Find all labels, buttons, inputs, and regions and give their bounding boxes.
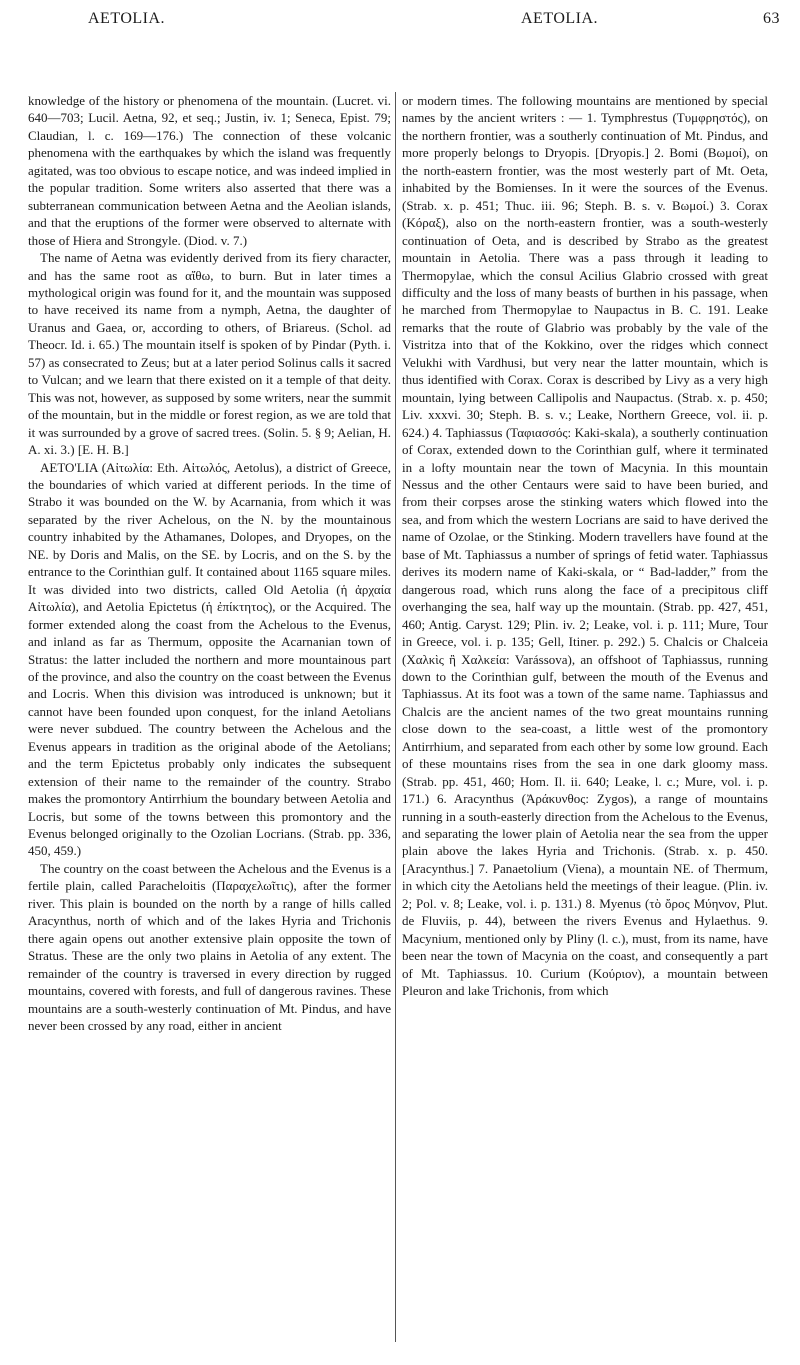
right-column xyxy=(402,92,768,1000)
header-left-title: AETOLIA. xyxy=(88,10,166,27)
paragraph: The name of Aetna was evidently derived from its fiery character, and has the same root as αἴθω, to burn. But in later times a mythological origin was found for it, and the mountain was supposed to have received its name from a nymph, Aetna, the daughter of Uranus and Gaea, or, according to others, of Briareus. (Schol. ad Theocr. Id. i. 65.) The mountain itself is spoken of by Pindar (Pyth. i. 57) as consecrated to Zeus; but at a later period Solinus calls it sacred to Vulcan; and we learn that there existed on it a temple of that deity. This was not, however, as supposed by some writers, near the summit of the mountain, but in the middle or forest region, as we are told that it was surrounded by a grove of sacred trees. (Solin. 5. § 9; Aelian, H. A. xi. 3.) [E. H. B.] xyxy=(28,250,391,458)
left-column xyxy=(28,92,391,1034)
paragraph: knowledge of the history or phenomena of the mountain. (Lucret. vi. 640—703; Lucil. Aetna, 92, et seq.; Justin, iv. 1; Seneca, Epist. 79; Claudian, l. c. 169—176.) The connection of these volcanic phenomena with the earthquakes by which the island was frequently agitated, was too obvious to escape notice, and was indeed implied in the popular tradition. Some writers also asserted that there was a subterranean communication between Aetna and the Aeolian islands, and that the eruptions of the former were observed to alternate with those of Hiera and Strongyle. (Diod. v. 7.) xyxy=(28,93,391,248)
paragraph: or modern times. The following mountains are mentioned by special names by the ancient writers : — 1. Tymphrestus (Τυμφρηστός), on the northern frontier, was a southerly continuation of Mt. Pindus, and more properly belongs to Dryopis. [Dryopis.] 2. Bomi (Βωμοί), on the north-eastern frontier, was the most westerly part of Mt. Oeta, inhabited by the Bomienses. In it were the sources of the Evenus. (Strab. x. p. 451; Thuc. iii. 96; Steph. B. s. v. Βωμοί.) 3. Corax (Κόραξ), also on the north-eastern frontier, was a south-westerly continuation of Oeta, and is described by Strabo as the greatest mountain in Aetolia. There was a pass through it leading to Thermopylae, which the consul Acilius Glabrio crossed with great difficulty and the loss of many beasts of burthen in his passage, when he marched from Thermopylae to Naupactus in B. C. 191. Leake remarks that the route of Glabrio was probably by the vale of the Vistritza into that of the Kokkino, over the ridges which connect Velukhi with Vardhusi, but very near the latter mountain, which is thus identified with Corax. Corax is described by Livy as a very high mountain, lying between Callipolis and Naupactus. (Strab. x. p. 450; Liv. xxxvi. 30; Steph. B. s. v.; Leake, Northern Greece, vol. ii. p. 624.) 4. Taphiassus (Ταφιασσός: Kaki-skala), a southerly continuation of Corax, extended down to the Corinthian gulf, where it terminated in a lofty mountain near the town of Macynia. In this mountain Nessus and the other Centaurs were said to have been buried, and from their corpses arose the stinking waters which flowed into the sea, and from which the western Locrians are said to have derived the name of Ozolae, or the Stinking. Modern travellers have found at the base of Mt. Taphiassus a number of springs of fetid water. Taphiassus derives its modern name of Kaki-skala, or “ Bad-ladder,” from the dangerous road, which runs along the face of a precipitous cliff overhanging the sea, half way up the mountain. (Strab. pp. 427, 451, 460; Antig. Caryst. 129; Plin. iv. 2; Leake, vol. i. p. 111; Mure, Tour in Greece, vol. i. p. 135; Gell, Itiner. p. 292.) 5. Chalcis or Chalceia (Χαλκὶς ἢ Χαλκεία: Varássova), an offshoot of Taphiassus, running down to the Corinthian gulf, between the mouth of the Evenus and Taphiassus. At its foot was a town of the same name. Taphiassus and Chalcis are the ancient names of the two great mountains running close down to the sea-coast, a little west of the promontory Antirrhium, and separated from each other by some low ground. Each of these mountains rises from the sea in one dark gloomy mass. (Strab. pp. 451, 460; Hom. Il. ii. 640; Leake, l. c.; Mure, vol. i. p. 171.) 6. Aracynthus (Ἀράκυνθος: Zygos), a range of mountains running in a south-easterly direction from the Achelous to the Evenus, and separating the lower plain of Aetolia near the sea from the upper plain above the lakes Hyria and Trichonis. (Strab. x. p. 450. [Aracynthus.] 7. Panaetolium (Viena), a mountain NE. of Thermum, in which city the Aetolians held the meetings of their league. (Plin. iv. 2; Pol. v. 8; Leake, vol. i. p. 131.) 8. Myenus (τὸ ὄρος Μύηνον, Plut. de Fluviis, p. 44), between the rivers Evenus and Hylaethus. 9. Macynium, mentioned only by Pliny (l. c.), must, from its name, have been near the town of Macynia on the coast, and consequently a part of Mt. Taphiassus. 10. Curium (Κούριον), a mountain between Pleuron and lake Trichonis, from which xyxy=(402,93,768,999)
paragraph: The country on the coast between the Achelous and the Evenus is a fertile plain, called Paracheloitis (Παραχελωῖτις), after the former river. This plain is bounded on the north by a range of hills called Aracynthus, north of which and of the lakes Hyria and Trichonis there again opens out another extensive plain opposite the town of Stratus. These are the only two plains in Aetolia of any extent. The remainder of the country is traversed in every direction by rugged mountains, covered with forests, and full of dangerous ravines. These mountains are a south-westerly continuation of Mt. Pindus, and have never been crossed by any road, either in ancient xyxy=(28,860,391,1034)
paragraph: AETO'LIA (Αἰτωλία: Eth. Αἰτωλός, Aetolus), a district of Greece, the boundaries of which varied at different periods. In the time of Strabo it was bounded on the W. by Acarnania, from which it was separated by the river Achelous, on the N. by the mountainous country inhabited by the Athamanes, Dolopes, and Dryopes, on the NE. by Doris and Malis, on the SE. by Locris, and on the S. by the entrance to the Corinthian gulf. It contained about 1165 square miles. It was divided into two districts, called Old Aetolia (ἡ ἀρχαία Αἰτωλία), and Aetolia Epictetus (ἡ ἐπίκτητος), or the Acquired. The former extended along the coast from the Achelous to the Evenus, and inland as far as Thermum, opposite the Acarnanian town of Stratus: the latter included the northern and more mountainous part of the province, and also the country on the coast between the Evenus and Locris. When this division was introduced is unknown; but it cannot have been founded upon conquest, for the inland Aetolians were never subdued. The country between the Achelous and the Evenus appears in tradition as the original abode of the Aetolians; and the term Epictetus probably only indicates the subsequent extension of their name to the remainder of the country. Strabo makes the promontory Antirrhium the boundary between Aetolia and Locris, but some of the towns between this promontory and the Evenus belonged originally to the Ozolian Locrians. (Strab. pp. 336, 450, 459.) xyxy=(28,459,391,859)
page-number: 63 xyxy=(763,10,780,27)
running-header xyxy=(28,10,780,36)
header-right-title: AETOLIA. xyxy=(521,10,599,27)
column-divider xyxy=(395,92,396,1342)
